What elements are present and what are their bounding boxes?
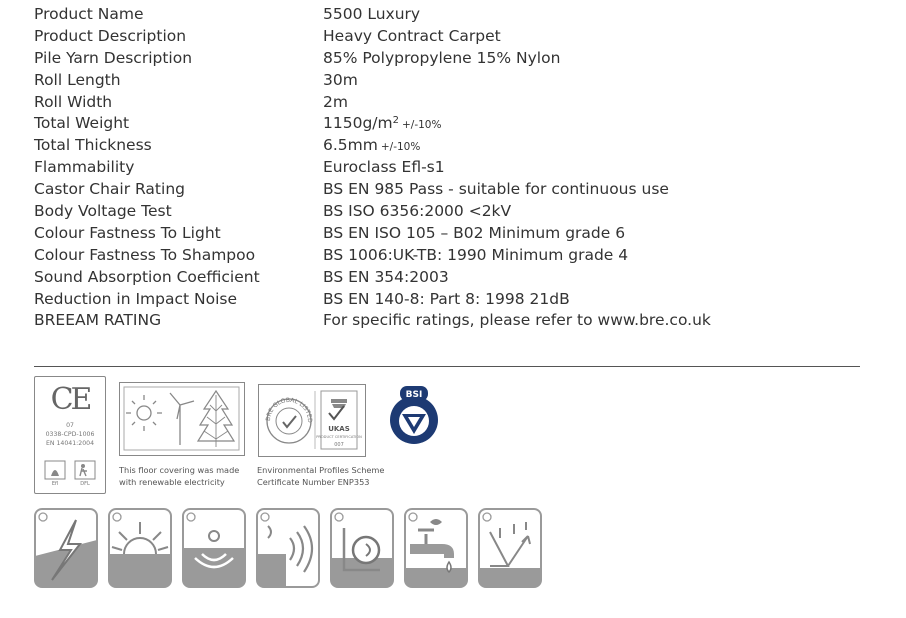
spec-value-text: For specific ratings, please refer to www.bre.co.uk bbox=[323, 311, 711, 330]
spec-value bbox=[323, 48, 560, 70]
spec-value-tolerance: +/-10% bbox=[380, 141, 421, 154]
spec-value bbox=[323, 267, 449, 289]
spec-value-text: 5500 Luxury bbox=[323, 5, 421, 23]
ce-mark: CE bbox=[50, 382, 90, 417]
spec-value-text: 6.5mm bbox=[323, 136, 378, 155]
spec-label: Total Thickness bbox=[34, 136, 152, 155]
spec-label: Pile Yarn Description bbox=[34, 48, 193, 67]
ce-efl-label: Efl bbox=[51, 481, 59, 486]
ce-cpd-number: 0338-CPD-1006 bbox=[45, 431, 95, 438]
spec-value-text: BS EN 140-8: Part 8: 1998 21dB bbox=[323, 289, 570, 308]
spec-value bbox=[323, 223, 625, 245]
spec-value-text: BS ISO 6356:2000 <2kV bbox=[323, 202, 512, 221]
spec-value-text: 85% Polypropylene 15% Nylon bbox=[323, 48, 561, 67]
spec-label: Colour Fastness To Shampoo bbox=[34, 245, 256, 264]
spec-label: Body Voltage Test bbox=[34, 202, 172, 221]
spec-label: Product Name bbox=[34, 5, 144, 23]
castor-chair-icon bbox=[330, 508, 394, 588]
spec-value bbox=[323, 179, 669, 201]
water-shampoo-icon bbox=[404, 508, 468, 588]
bre-caption-line2: Certificate Number ENP353 bbox=[257, 477, 370, 487]
bre-ukas-badge bbox=[258, 384, 366, 457]
spec-value bbox=[323, 135, 420, 159]
light-fastness-icon bbox=[108, 508, 172, 588]
spec-value bbox=[323, 201, 511, 223]
ukas-sub-label: PRODUCT CERTIFICATION bbox=[316, 435, 362, 439]
spec-value-tolerance: +/-10% bbox=[401, 119, 442, 132]
spec-value-text: 1150g/m bbox=[323, 114, 393, 133]
sun-wind-tree-icon bbox=[120, 383, 243, 454]
spec-value-superscript: 2 bbox=[392, 115, 399, 127]
spec-value bbox=[323, 113, 441, 137]
spec-value-text: BS EN ISO 105 – B02 Minimum grade 6 bbox=[323, 223, 626, 242]
spec-label: Castor Chair Rating bbox=[34, 180, 185, 199]
spec-label: Roll Width bbox=[34, 92, 113, 111]
flammability-icon bbox=[478, 508, 542, 588]
spec-label: Reduction in Impact Noise bbox=[34, 289, 237, 308]
spec-value-text: 2m bbox=[323, 92, 348, 111]
renewable-caption-line2: with renewable electricity bbox=[119, 477, 225, 487]
renewable-electricity-badge bbox=[119, 382, 245, 456]
spec-label: Sound Absorption Coefficient bbox=[34, 267, 260, 286]
renewable-caption bbox=[119, 464, 239, 488]
bsi-logo-icon bbox=[386, 384, 442, 450]
ukas-label: UKAS bbox=[328, 425, 350, 433]
divider bbox=[34, 366, 860, 367]
renewable-caption-line1: This floor covering was made bbox=[119, 465, 240, 475]
ce-marking-label bbox=[34, 376, 106, 494]
ce-classification-icons bbox=[41, 460, 99, 486]
spec-label: Product Description bbox=[34, 26, 187, 45]
spec-value-text: BS EN 985 Pass - suitable for continuous use bbox=[323, 180, 669, 199]
spec-label: Flammability bbox=[34, 158, 135, 177]
spec-value bbox=[323, 92, 348, 114]
spec-value bbox=[323, 157, 445, 179]
ce-dfl-label: DFL bbox=[80, 481, 90, 486]
bre-caption-line1: Environmental Profiles Scheme bbox=[257, 465, 385, 475]
bsi-kitemark bbox=[386, 384, 442, 450]
sound-absorption-icon bbox=[182, 508, 246, 588]
impact-noise-icon bbox=[256, 508, 320, 588]
spec-value bbox=[323, 70, 358, 92]
static-electricity-icon bbox=[34, 508, 98, 588]
bsi-label: BSI bbox=[405, 390, 423, 400]
spec-value-text: BS EN 354:2003 bbox=[323, 267, 449, 286]
ce-standard: EN 14041:2004 bbox=[45, 440, 95, 447]
spec-label: Total Weight bbox=[34, 114, 130, 133]
bre-ukas-icon bbox=[259, 385, 364, 455]
spec-value bbox=[323, 310, 711, 332]
spec-value-text: 30m bbox=[323, 70, 358, 89]
spec-label: Colour Fastness To Light bbox=[34, 223, 221, 242]
spec-value bbox=[323, 289, 570, 311]
spec-value-text: Euroclass Efl-s1 bbox=[323, 158, 445, 177]
bre-ring-text: BRE GLOBAL LISTED bbox=[264, 396, 314, 423]
spec-value bbox=[323, 245, 628, 267]
spec-label: BREEAM RATING bbox=[34, 311, 162, 330]
spec-value-text: BS 1006:UK-TB: 1990 Minimum grade 4 bbox=[323, 245, 629, 264]
spec-value-text: Heavy Contract Carpet bbox=[323, 26, 501, 45]
spec-value bbox=[323, 26, 501, 48]
ukas-number: 007 bbox=[334, 442, 344, 448]
spec-value bbox=[323, 4, 420, 26]
ce-notified-body-number: 07 bbox=[66, 422, 74, 429]
spec-label: Roll Length bbox=[34, 70, 121, 89]
bre-caption bbox=[257, 464, 384, 488]
